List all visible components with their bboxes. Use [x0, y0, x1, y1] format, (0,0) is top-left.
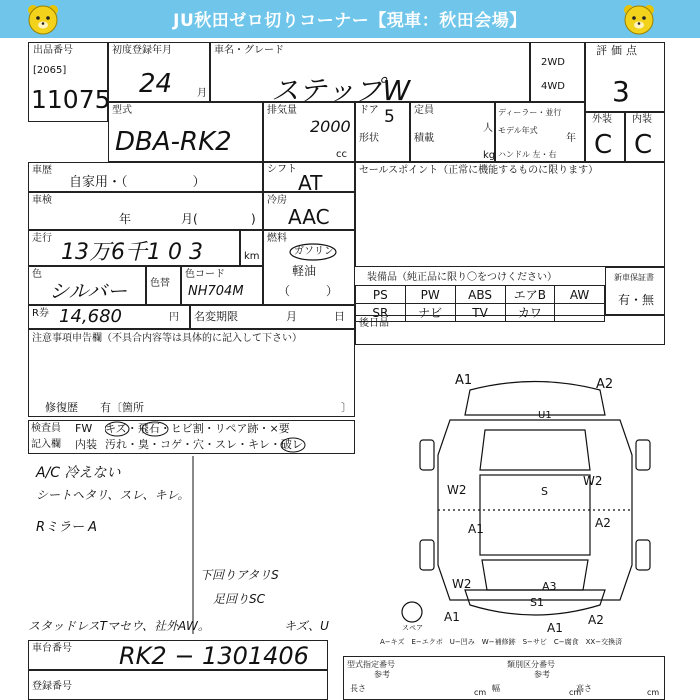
dmg-mark-8: A2: [595, 516, 611, 530]
fuel-label: 燃料: [267, 233, 287, 244]
dmg-mark-5: S: [541, 485, 548, 498]
color-label: 色: [32, 269, 42, 280]
inspector-label-2: 記入欄: [31, 439, 61, 450]
color-change-label: 色替: [150, 278, 170, 289]
dmg-mark-9: W2: [452, 577, 472, 591]
dim-width: 幅: [492, 684, 500, 693]
exterior-label: 外装: [592, 114, 612, 125]
lot-sub: [2065]: [33, 65, 67, 76]
dmg-mark-3: U1: [538, 410, 552, 421]
color-code-label: 色コード: [185, 269, 225, 280]
dim-height-unit: cm: [647, 688, 660, 697]
dmg-mark-4: W2: [447, 483, 467, 497]
registration-label: 登録番号: [32, 681, 72, 692]
capacity-box: [410, 102, 495, 162]
fuel-diesel: 軽油: [292, 264, 317, 278]
fw-label: FW: [75, 422, 93, 435]
title-change-box: [190, 305, 355, 329]
doors-value: 5: [384, 107, 395, 127]
history-box: [28, 162, 263, 192]
spare-label: スペア: [402, 624, 423, 632]
new-warranty-box: [605, 267, 665, 315]
lot-label: 出品番号: [33, 45, 73, 56]
chassis-box: [28, 640, 328, 670]
inspection-year: 年: [119, 212, 132, 226]
displacement-box: [263, 102, 355, 162]
equip-leather: カワ: [505, 304, 555, 322]
shape-label: 形状: [359, 133, 379, 144]
first-reg-year: 24: [139, 69, 173, 99]
after-day-box: [355, 315, 665, 345]
class-number-ref: 参考: [534, 670, 550, 679]
recycle-box: [28, 305, 190, 329]
cooling-box: [263, 192, 355, 230]
title-change-month: 月: [286, 310, 297, 323]
dmg-mark-7: A1: [468, 522, 484, 536]
hw-note-2: シートヘタリ、スレ、キレ。: [36, 488, 190, 502]
capacity-unit: 人: [483, 123, 493, 134]
rating-label: 評価点: [596, 44, 641, 57]
equip-sr: SR: [356, 304, 406, 322]
mileage-label: 走行: [32, 233, 52, 244]
inspector-label-1: 検査員: [31, 423, 61, 434]
equip-airbag: エアB: [505, 286, 555, 304]
interior-items-label: 内装: [75, 438, 97, 451]
dmg-mark-14: A2: [588, 613, 604, 627]
dealer-label: ディーラー・並行: [498, 108, 562, 117]
model-year-unit: 年: [566, 133, 576, 144]
doors-box: [355, 102, 410, 162]
recycle-value: 14,680: [59, 306, 122, 327]
rating-box: [585, 42, 665, 112]
hw-note-5: 足回りSC: [213, 592, 265, 606]
new-warranty-value: 有・無: [618, 293, 655, 307]
fuel-circle-mark: [288, 242, 338, 262]
color-code-value: NH704M: [188, 284, 244, 299]
equip-ps: PS: [356, 286, 406, 304]
chassis-label: 車台番号: [32, 643, 72, 654]
recycle-label: R券: [32, 308, 49, 319]
dmg-mark-2: A2: [596, 377, 614, 392]
car-name-label: 車名・グレード: [214, 45, 284, 56]
interior-items: 汚れ・臭・コゲ・穴・スレ・キレ・破レ: [105, 438, 303, 451]
color-code-box: [181, 266, 263, 305]
equip-tv: TV: [455, 304, 505, 322]
cooling-value: AAC: [288, 205, 330, 229]
exterior-grade: C: [594, 130, 613, 160]
first-reg-label: 初度登録年月: [112, 45, 172, 56]
type-number-label: 型式指定番号: [347, 660, 395, 669]
mileage-unit: km: [244, 251, 260, 262]
notes-divider: [188, 456, 198, 634]
dim-height: 高さ: [576, 684, 592, 693]
shift-value: AT: [298, 171, 323, 195]
model-year-label: モデル年式: [498, 126, 538, 135]
dmg-mark-12: A1: [444, 610, 460, 624]
shift-box: [263, 162, 355, 195]
cooling-label: 冷房: [267, 195, 287, 206]
drive-4wd: 4WD: [541, 81, 565, 92]
dealer-box: [495, 102, 585, 162]
page-title: JU秋田ゼロ切りコーナー【現車：秋田会場】: [173, 11, 527, 31]
title-change-label: 名変期限: [194, 310, 238, 323]
fuel-gas: ガソリン: [294, 246, 334, 257]
inspection-box: [28, 192, 263, 230]
dmg-mark-1: A1: [455, 373, 473, 388]
capacity-label: 定員: [414, 105, 434, 116]
recycle-unit: 円: [169, 312, 179, 323]
notes-box: [28, 329, 355, 417]
hw-note-6: スタッドレスTマセウ、社外AW。: [28, 619, 210, 633]
repair-close: 〕: [341, 401, 352, 414]
inspector-circle-marks: [105, 421, 365, 455]
disp-value: 2000: [310, 117, 351, 136]
inspection-close: ): [251, 212, 256, 226]
after-day-label: 後日品: [359, 318, 389, 329]
inspection-month: 月(: [181, 212, 198, 226]
handle-label: ハンドル 左・右: [498, 150, 557, 159]
model-box: [108, 102, 263, 162]
interior-label: 内装: [632, 114, 652, 125]
car-name-value: ステップW: [271, 74, 411, 107]
dmg-mark-13: A1: [547, 621, 563, 635]
dmg-mark-11: S1: [530, 596, 544, 609]
interior-grade-box: [625, 112, 665, 162]
drive-box: [530, 42, 585, 102]
color-change-box: [146, 266, 181, 305]
disp-unit: cc: [336, 149, 347, 160]
fuel-box: [263, 230, 355, 305]
fw-items: キズ・飛石・ヒビ割・リペア跡・×要: [105, 422, 290, 435]
equipment-label: 装備品（純正品に限り〇をつけください）: [367, 272, 557, 283]
mileage-unit-box: [240, 230, 263, 266]
mileage-box: [28, 230, 240, 266]
new-warranty-label: 新車保証書: [614, 273, 654, 282]
doors-label: ドア: [359, 105, 379, 116]
hw-note-1: A/C 冷えない: [36, 465, 121, 481]
car-name-box: [210, 42, 530, 107]
hw-note-4: 下回りアタリS: [200, 568, 279, 582]
type-number-ref: 参考: [374, 670, 390, 679]
model-value: DBA-RK2: [115, 127, 232, 157]
history-value: 自家用・（ ）: [69, 175, 206, 190]
sales-point-box: [355, 162, 665, 267]
damage-legend: A−キズ E−エクボ U−凹み W−補修跡 S−サビ C−腐食 XX−交換済: [380, 638, 623, 646]
history-label: 車歴: [32, 165, 52, 176]
color-box: [28, 266, 146, 305]
title-change-day: 日: [334, 310, 345, 323]
equip-pw: PW: [405, 286, 455, 304]
shift-label: シフト: [267, 164, 297, 175]
inspector-box: [28, 420, 355, 454]
inspection-label: 車検: [32, 195, 52, 206]
hw-note-3: Rミラー A: [36, 520, 98, 535]
repair-history: 修復歴 有〔箇所: [45, 401, 144, 414]
first-reg-month-unit: 月: [197, 88, 207, 99]
exterior-grade-box: [585, 112, 625, 162]
drive-2wd: 2WD: [541, 57, 565, 68]
fuel-paren: （ ）: [278, 284, 339, 298]
lot-number: 11075: [31, 85, 111, 114]
hw-note-7: キズ、U: [284, 619, 329, 633]
load-label: 積載: [414, 133, 434, 144]
color-value: シルバー: [49, 279, 128, 303]
equip-aw: AW: [555, 286, 605, 304]
chassis-value: RK2 − 1301406: [119, 642, 309, 670]
type-class-box: [343, 656, 665, 700]
first-registration-box: [108, 42, 210, 102]
load-unit: kg: [483, 150, 496, 161]
dmg-mark-6: W2: [583, 474, 603, 488]
class-number-label: 類別区分番号: [507, 660, 555, 669]
notes-label: 注意事項申告欄（不具合内容等は具体的に記入して下さい）: [32, 333, 302, 344]
dim-length: 長さ: [350, 684, 366, 693]
rating-score: 3: [612, 75, 630, 108]
lot-number-box: [28, 42, 111, 122]
disp-label: 排気量: [267, 105, 297, 116]
interior-grade: C: [634, 130, 653, 160]
mileage-value: 13万6千1 0 3: [61, 240, 203, 265]
dmg-mark-10: A3: [542, 580, 557, 593]
equip-navi: ナビ: [405, 304, 455, 322]
dim-width-unit: cm: [569, 688, 582, 697]
equip-abs: ABS: [455, 286, 505, 304]
dim-length-unit: cm: [474, 688, 487, 697]
sales-point-label: セールスポイント（正常に機能するものに限ります）: [359, 165, 599, 176]
model-label: 型式: [112, 105, 132, 116]
registration-box: [28, 670, 328, 700]
